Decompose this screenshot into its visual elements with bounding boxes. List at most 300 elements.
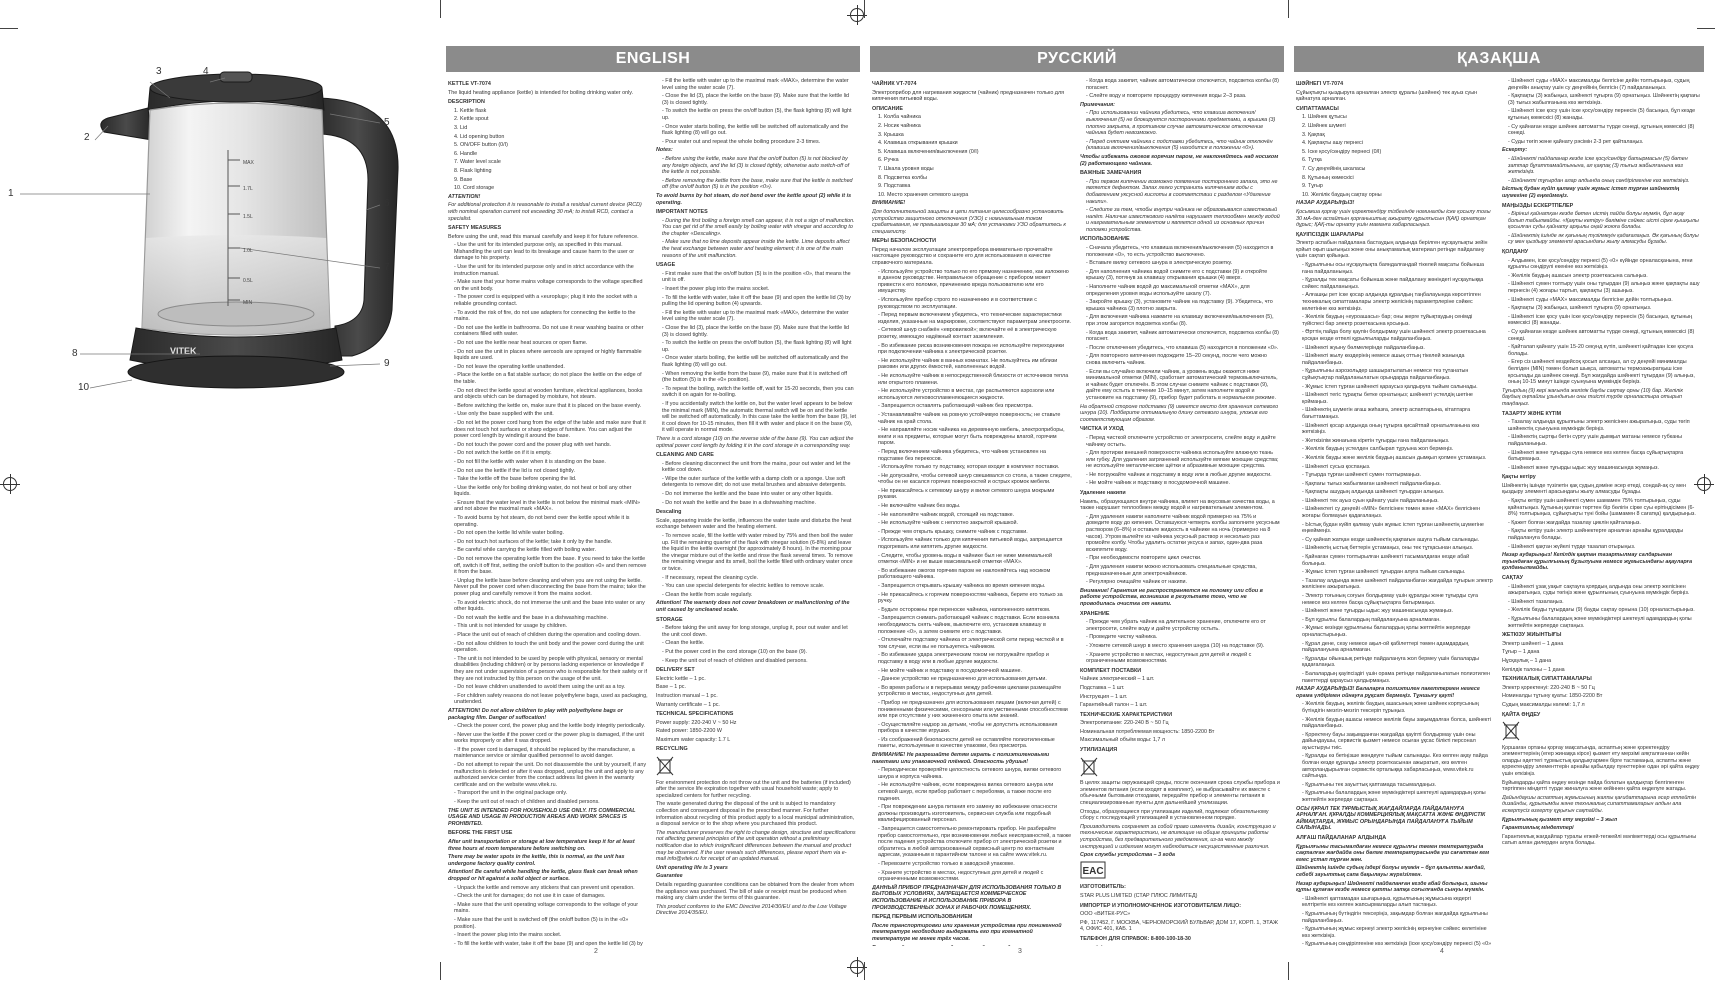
list-item: - Устанавливайте чайник на ровную устойчивую поверхность; не ставьте чайник на край стола.	[878, 411, 1061, 425]
list-item: - Do not attempt to repair the unit. Do not disassemble the unit by yourself, if any malfunction is detected or after it was dropped, unplug the unit and apply to any authorized service center from the contact address list given in the warranty certificate and on the website www.vitek.ru.	[454, 762, 647, 788]
list-item: - Не используйте чайник в непосредственной близости от источников тепла или открытого пламени.	[878, 372, 1069, 386]
russian-column-1	[872, 78, 1072, 946]
list-item: - Before removing the kettle from the base, make sure that the kettle is switched off (the on/off button (5) is in the position «0»).	[662, 177, 853, 191]
storage-heading: САҚТАУ	[1502, 575, 1523, 581]
manufacturer-note: Производитель сохраняет за собой право изменять дизайн, конструкцию и технические характеристики, не влияющие на общие принципы работы устройства, без предварительного уведомления, из-за чего между инструкцией и изделием могут наблюдаться несущественные различия.	[1080, 823, 1276, 850]
list-item: - Құрылғыны балалардың және мүмкіндіктері шектеулі адамдардың қолы жетпейтін жерлерде сақтаңыз.	[1508, 615, 1692, 629]
list-item: - Be careful while carrying the kettle filled with boiling water.	[454, 547, 597, 554]
callout-2: 2	[84, 132, 90, 143]
attention-steam: Чтобы избежать ожогов горячим паром, не наклоняйтесь над носиком (2) работающего чайника.	[1080, 153, 1279, 167]
list-item: - Шәйнектің ыстық беттерін ұстамаңыз, оны тек тұтқасынан алыңыз.	[1302, 545, 1474, 552]
list-item: - Храните устройство в местах, недоступных для детей и людей с ограниченными возможностями.	[1086, 651, 1252, 665]
list-item: - Слейте воду и повторите процедуру кипячения воды 2–3 раза.	[1086, 93, 1247, 100]
list-item: - Құралды тек мақсаты бойынша және пайдалану жөніндегі нұсқаулыққа сәйкес пайдаланыңыз.	[1302, 277, 1484, 290]
list-item: - Close the lid (3), place the kettle on the base (9). Make sure that the kettle lid (3) is closed tightly.	[662, 93, 849, 106]
list-item: - Шәйнекті жылу көздерінің немесе ашық оттың тікелей жанында пайдаланбаңыз.	[1302, 353, 1465, 366]
list-item: - Make sure that your home mains voltage corresponds to the voltage specified on the unit body.	[454, 279, 643, 292]
list-item: - Шәйнекті суды «MAX» максималды белгісіне дейін толтырыңыз.	[1508, 296, 1673, 303]
list-item: Максимальный объём воды: 1,7 л	[1080, 737, 1166, 744]
tech-list	[1502, 685, 1700, 709]
list-item: - Құрылғыны аэрозольдер шашыратылатын немесе тез тұтанатын сұйықтықтар пайдаланылатын орындарда пайдаланбаңыз.	[1302, 368, 1469, 381]
list-item: - Следите, чтобы уровень воды в чайнике был не ниже минимальной отметки «MIN» и не выше максимальной отметки «MAX».	[878, 552, 1052, 566]
list-item: - Clean the kettle from scale regularly.	[662, 591, 753, 598]
cord-storage-note: Тұғырдың (9) кері жағында желілік бауды сақтау орны (10) бар. Желілік баудың оңтайлы ұзындығын оны тиісті түрде орналастыра отырып таңдаңыз.	[1502, 387, 1683, 407]
operating-life: Срок службы устройства – 3 года	[1080, 852, 1176, 859]
cleaning-list	[1080, 435, 1280, 487]
list-item: - Не прикасайтесь к сетевому шнуру и вилке сетевого шнура мокрыми руками.	[878, 487, 1055, 501]
attention-heading: ВНИМАНИЕ!	[872, 200, 906, 207]
list-item: 10. Cord storage	[454, 185, 495, 192]
list-item: - Суды төгіп және қайнату рәсімін 2-3 рет қайталаңыз.	[1508, 138, 1644, 145]
list-item: - Do not remove the operating kettle from the base. If you need to take the kettle off, switch it off first, setting the on/off button to the position «0» and then remove it from the base.	[454, 556, 647, 576]
usage-list	[656, 271, 856, 434]
list-item: 4. Клавиша открывания крышки	[878, 140, 958, 147]
before-use-note: Құрылғыны тасымалдаған немесе құрылғы төмен температурада сақталған жағдайда оны бөлме температурасында үш сағаттан кем емес ұстап тұрған жөн.	[1296, 843, 1490, 863]
callout-4: 4	[203, 66, 209, 77]
attention-text: Для дополнительной защиты в цепи питания целесообразно установить устройство защитного отключения (УЗО) с номинальным током срабатывания, не превышающим 30 мА; для установки УЗО обратитесь к специалисту.	[872, 208, 1066, 235]
list-item: - Do not direct the kettle spout at wooden furniture, electrical appliances, books and objects which can be damaged by moisture, hot steam.	[454, 387, 643, 401]
list-item: - If necessary, repeat the cleaning cycle.	[662, 574, 759, 581]
cleaning-list	[656, 461, 856, 507]
description-heading: DESCRIPTION	[448, 99, 485, 106]
list-item: - Периодически проверяйте целостность сетевого шнура, вилки сетевого шнура и корпуса чайника.	[878, 767, 1062, 780]
list-item: - Регулярно очищайте чайник от накипи.	[1086, 579, 1188, 586]
list-item: Судың максималды көлемі: 1,7 л	[1502, 701, 1585, 708]
list-item: - Құралды өз бетіңізше жөндеуге тыйым салынады. Кез келген ақау пайда болған кезде құралды электр розеткасынан ажыратып, кез келген авторландырылған сервистік орталыққа хабарласыңыз, www.vitek.ru сайтында.	[1302, 753, 1488, 780]
list-item: - Шәйнектің шүмегін ағаш жиһазға, электр аспаптарына, кітаптарға бағыттамаңыз.	[1302, 407, 1471, 420]
list-item: - Перед снятием чайника с подставки убедитесь, что чайник отключён (клавиша включения/выключения (5) находится в положении «0»).	[1086, 138, 1273, 152]
list-item: - Do not touch the power cord and the power plug with wet hands.	[454, 441, 612, 448]
list-item: Electric kettle – 1 pc.	[656, 675, 706, 682]
list-item: - Құрал дене, сезу немесе ақыл-ой қабілеттері төмен адамдардың пайдалануына арналмаған.	[1302, 640, 1469, 654]
important-heading: МАҢЫЗДЫ ЕСКЕРТПЕЛЕР	[1502, 202, 1574, 209]
delivery-heading: КОМПЛЕКТ ПОСТАВКИ	[1080, 667, 1142, 674]
list-item: - Pour water out and repeat the whole boiling procedure 2-3 times.	[662, 138, 821, 145]
phone-number: ТЕЛЕФОН ДЛЯ СПРАВОК: 8-800-100-18-30	[1080, 935, 1191, 942]
list-item: - For children safety reasons do not leave polyethylene bags, used as packaging, unattended.	[454, 692, 648, 706]
list-item: Rated power: 1850-2200 W	[656, 728, 722, 735]
page-number-kazakh: 4	[1440, 948, 1444, 955]
russian-column-2	[1080, 78, 1280, 946]
safety-intro: Before using the unit, read this manual carefully and keep it for future reference.	[448, 233, 639, 240]
list-item: - Прибор не предназначен для использования лицами (включая детей) с пониженными физическими, сенсорными или умственными способностями или при отсутствии у них жизненного опыта или знаний.	[878, 699, 1068, 720]
first-use-list	[656, 78, 856, 145]
household-notice: THE UNIT IS INTENDED FOR HOUSEHOLD USE ONLY. ITS COMMERCIAL USAGE AND USAGE IN PRODUCTION AREAS AND WORK SPACES IS PROHIBITED.	[448, 807, 636, 827]
descaling-list	[1080, 514, 1280, 586]
list-item: - Make sure that the unit is switched off (the on/off button (5) is in the «0» position).	[454, 916, 629, 930]
list-item: - Запрещается самостоятельно ремонтировать прибор. Не разбирайте прибор самостоятельно, при возникновении любых неисправностей, а также после падения устройства отключите прибор от электрической розетки и обратитесь в любой авторизованный сервисный центр по контактным адресам, указанным в гарантийном талоне и на сайте www.vitek.ru.	[878, 826, 1072, 859]
list-item: - Если вы случайно включили чайник, а уровень воды окажется ниже минимальной отметки (MIN), сработает автоматический термовыключатель, и чайник будет отключён. В этом случае снимите чайник с подставки (9), дайте ему остыть в течение 10–15 минут, затем наполните водой и установите на подставку (9), прибор будет работать в нормальном режиме.	[1086, 368, 1278, 401]
list-item: - Перед первым включением убедитесь, что технические характеристики изделия, указанные на маркировке, соответствуют параметрам электросети.	[878, 312, 1072, 325]
crop-mark	[1288, 962, 1289, 980]
list-item: - To avoid the risk of fire, do not use adapters for connecting the kettle to the mains.	[454, 309, 636, 323]
usage-list	[1080, 245, 1280, 401]
list-item: - Прежде чем убрать чайник на длительное хранение, отключите его от электросети, слейте воду и дайте устройству остыть.	[1086, 619, 1266, 632]
tech-list	[1080, 720, 1280, 744]
list-item: - Су қайнаған кезде шәйнек автоматты түрде сөнеді, құтының көмескісі (8) сөнеді.	[1508, 123, 1695, 137]
list-item: - Проведите чистку чайника.	[1086, 634, 1158, 641]
list-item: - Қақпағы тығыз жабылмаған шәйнекті пайдаланбаңыз.	[1302, 480, 1441, 487]
list-item: - Clean the kettle.	[662, 640, 705, 647]
list-item: - Жұмыс кезінде құрылғыны балалардың қолы жетпейтін жерлерде орналастырыңыз.	[1302, 625, 1471, 638]
important-list	[1080, 179, 1280, 234]
list-item: - Когда вода закипит, чайник автоматически отключится, подсветка колбы (8) погаснет.	[1086, 329, 1279, 343]
list-item: - Before cleaning disconnect the unit from the mains, pour out water and let the kettle cool down.	[662, 460, 851, 474]
list-item: - Put the power cord in the cord storage (10) on the base (9).	[662, 648, 808, 655]
list-item: - Запрещается оставлять работающий чайник без присмотра.	[878, 403, 1033, 410]
list-item: - Для протирки внешней поверхности чайника используйте влажную ткань или губку. Для удаления загрязнений используйте мягкие моющие средства; не используйте металлические щётки и абразивные моющие средства.	[1086, 450, 1279, 470]
kettle-illustration	[0, 10, 445, 975]
usage-heading: ИСПОЛЬЗОВАНИЕ	[1080, 236, 1130, 243]
list-item: - Желілік баудың ашасы немесе желілік бауы зақымдалған болса, шәйнекті пайдаланбаңыз.	[1302, 716, 1492, 730]
description-list	[872, 114, 1072, 198]
list-item: - Шәйнектің ішінде әк қағының түзілмеуін қадағалаңыз. Әк қағының болуы су мен қыздыру элементі арасындағы жылу алмасуды бұзады.	[1508, 232, 1699, 246]
list-item: - Fill the kettle with water up to the maximal mark «MAX», determine the water level using the water scale (7).	[662, 78, 849, 91]
scale-mark-label: 1.7L	[243, 186, 253, 192]
list-item: - Қақпақты ашудың алдында шәйнекті тұғырдан алыңыз.	[1302, 489, 1445, 496]
list-item: - Бұл құрылғы балалардың пайдалануына арналмаған.	[1302, 616, 1441, 623]
list-item: - Keep the unit out of reach of children and disabled persons.	[662, 657, 808, 664]
list-item: - Шәйнекті іске қосу үшін іске қосу/сөндіру пернесін (5) басыңыз, бұл кезде құтының көмескісі (8) жанады.	[1508, 108, 1696, 121]
list-item: - Сначала убедитесь, что клавиша включения/выключения (5) находится в положении «0», то есть устройство выключено.	[1086, 245, 1274, 258]
list-item: - Желілік бауды тұғырдағы (9) бауды сақтау орнына (10) орналастырыңыз.	[1508, 607, 1695, 614]
list-item: 1. Kettle flask	[454, 107, 487, 114]
list-item: - Do not use the unit in places where aerosols are sprayed or highly flammable liquids are used.	[454, 348, 642, 362]
delivery-list	[1080, 676, 1280, 708]
attention-children: ВНИМАНИЕ! Не разрешайте детям играть с полиэтиленовыми пакетами или упаковочной плёнкой. Опасность удушья!	[872, 752, 1050, 765]
list-item: - The unit is not intended to be used by people with physical, sensory or mental disabilities (including children) or by persons lacking experience or knowledge if they are not under supervision of a person who is responsible for their safety or if they are not instructed by this person on the usage of the unit.	[454, 655, 647, 682]
list-item: Гарантийный талон – 1 шт.	[1080, 702, 1148, 709]
intro-text: The liquid heating appliance (kettle) is intended for boiling drinking water only.	[448, 89, 634, 96]
recycling-text-2: The waste generated during the disposal of the unit is subject to mandatory collection and consequent disposal in the prescribed manner. For further information about recycling of this product apply to a local municipal administration, a disposal service or to the shop where you purchased this product.	[656, 801, 855, 828]
list-item: - При использовании чайника убедитесь, что клавиша включения/выключения (5) не блокируется посторонними предметами, а крышка (3) плотно закрыта, в противном случае автоматическое отключение чайника будет невозможно.	[1086, 110, 1276, 137]
list-item: - Do not open the kettle lid while water boiling.	[454, 530, 564, 537]
list-item: - При повреждении шнура питания его замену во избежание опасности должны производить изготовитель, сервисная служба или подобный квалифицированный персонал.	[878, 804, 1058, 824]
list-item: - Check the unit for damages; do not use it in case of damages.	[454, 893, 606, 900]
list-item: - Егер сіз шәйнекті кездейсоқ қосып алсаңыз, ал су деңгейі минималды белгіден (MIN) төмен болып шықса, автоматты термоажыратқыш іске қосылады да шәйнек сөнеді. Бұл жағдайда шәйнекті тұғырдан (9) алыңыз, оның 10-15 минут ішінде суынуына мүмкіндік беріңіз.	[1508, 359, 1695, 386]
list-item: - Не мойте чайник и подставку в посудомоечной машине.	[1086, 480, 1230, 487]
list-item: - Қайнаған сумен толтырылған шәйнекті тасымалдаған кезде абай болыңыз.	[1302, 554, 1470, 567]
list-item: - Шәйнекті қаптамадан шығарыңыз, құрылғының жұмысына кедергі келтіретін кез келген жапсырмаларды алып тастаңыз.	[1302, 895, 1471, 909]
list-item: - Ыстық будан күйіп қалмау үшін жұмыс істеп тұрған шәйнектің шүмегіне еңкеймеңіз.	[1302, 521, 1484, 535]
product-illustration-page	[0, 10, 445, 975]
descaling-text: Scale, appearing inside the kettle, influences the water taste and disturbs the heat exchange between water and the heating element.	[656, 517, 852, 531]
list-item: 2. Kettle spout	[454, 116, 489, 123]
list-item: - Используйте устройство только по его прямому назначению, как изложено в данном руководстве. Неправильное обращение с прибором может привести к его поломке, причинению вреда пользователю или его имуществу.	[878, 268, 1069, 295]
guarantee-heading: Гарантиялық міндеттері	[1502, 825, 1574, 832]
list-item: - Для наполнения чайника водой снимите его с подставки (9) и откройте крышку (3), потянув за клавишу открывания крышки (4) вверх.	[1086, 268, 1268, 282]
intro-text: Сұйықтықты қыздыруға арналған электр құралы (шәйнек) тек ауыз суын қайнатуға арналған.	[1296, 89, 1478, 103]
safety-heading: SAFETY MEASURES	[448, 225, 502, 232]
cord-storage-note: There is a cord storage (10) on the reverse side of the base (9). You can adjust the optimal power cord length by folding it in the cord storage in a corresponding way.	[656, 435, 854, 449]
list-item: - Құрылғыны тек зауыттық қаптамада тасымалдаңыз.	[1302, 781, 1437, 788]
list-item: - Во избежание ожогов горячим паром не наклоняйтесь над носиком работающего чайника.	[878, 567, 1051, 581]
list-item: Номиналды тұтыну қуаты: 1850-2200 Вт	[1502, 693, 1603, 700]
callout-7: 7	[384, 262, 390, 273]
list-item: 10. Место хранения сетевого шнура	[878, 191, 969, 198]
notes-list	[1080, 110, 1280, 152]
list-item: 9. Base	[454, 176, 473, 183]
list-item: - Unplug the kettle base before cleaning and when you are not using the kettle. Never pull the power cord when disconnecting the base from the mains; take the power plug and carefully remove it from the mains socket.	[454, 577, 646, 597]
list-item: - Do not immerse the kettle and the base into water or any other liquids.	[662, 491, 833, 498]
list-item: - Запрещается открывать крышку чайника во время кипения воды.	[878, 583, 1046, 589]
list-item: - Do not allow children to touch the unit body and the power cord during the unit operation.	[454, 640, 644, 654]
attention-text: Қосымша қорғау үшін қоректендіру тізбегінде номиналды іске қосылу тогы 30 мА-ден аспайтын қорғаныштық ажырату құрылғысын (ҚАҚ) орнатқан дұрыс; ҚАҚ-ты орнату үшін маманға хабарласыңыз.	[1296, 208, 1491, 229]
safety-list	[448, 242, 648, 706]
list-item: Номинальная потребляемая мощность: 1850-2200 Вт	[1080, 728, 1215, 735]
list-item: - Перед включением чайника убедитесь, что чайник установлен на подставке без перекосов.	[878, 448, 1046, 462]
list-item: - Уложите сетевой шнур в место хранения шнура (10) на подставке (9).	[1086, 642, 1265, 649]
list-item: Электр шәйнегі – 1 дана	[1502, 640, 1564, 647]
list-item: - Құралды ойыншық ретінде пайдалануға жол бермеу үшін балаларды қадағалаңыз.	[1302, 655, 1479, 669]
notes-list	[656, 156, 856, 191]
attention-steam: To avoid burns by hot steam, do not bend over the kettle spout (2) while it is operating.	[656, 192, 852, 206]
importer-heading: ИМПОРТЕР И УПОЛНОМОЧЕННОЕ ИЗГОТОВИТЕЛЕМ ЛИЦО:	[1080, 902, 1241, 909]
list-item: 2. Носик чайника	[878, 122, 921, 129]
list-item: - Не направляйте носик чайника на деревянную мебель, электроприборы, книги и на предметы, которые могут быть повреждены влагой, горячим паром.	[878, 427, 1065, 447]
before-use-note-2: Шәйнектің ішінде судың іздері болуы мүмкін – бұл қалыпты жағдай, себебі зауыттық сапа бақылауы жүргізілген.	[1296, 865, 1486, 878]
recycling-heading: ҚАЙТА ӨҢДЕУ	[1502, 711, 1541, 718]
list-item: - Желілік бауды және желілік баудың ашасын дымқыл қолмен ұстамаңыз.	[1302, 454, 1487, 461]
manufacturer-note: The manufacturer preserves the right to change design, structure and specifications not affecting general principles of the unit operation without a preliminary notification due to which insignificant differences between the manual and product may be observed. If the user reveals such differences, please report them via e-mail info@vitek.ru for receipt of an updated manual.	[656, 829, 856, 863]
safety-list	[872, 269, 1072, 750]
list-item: Инструкция – 1 шт.	[1080, 693, 1128, 700]
list-item: - Ensure that the water level in the kettle is not below the minimal mark «MIN» and not above the maximal mark «MAX».	[454, 499, 641, 513]
svg-text:EAC: EAC	[1082, 865, 1104, 877]
list-item: - Не используйте чайник в ванных комнатах. Не пользуйтесь им вблизи раковин или других ёмкостей, наполненных водой.	[878, 357, 1058, 371]
storage-heading: STORAGE	[656, 616, 683, 623]
household-notice: ДАННЫЙ ПРИБОР ПРЕДНАЗНАЧЕН ДЛЯ ИСПОЛЬЗОВАНИЯ ТОЛЬКО В БЫТОВЫХ УСЛОВИЯХ, ЗАПРЕЩАЕТСЯ КОММЕРЧЕСКОЕ ИСПОЛЬЗОВАНИЕ И ИСПОЛЬЗОВАНИЕ ПРИБОРА В ПРОИЗВОДСТВЕННЫХ ЗОНАХ И РАБОЧИХ ПОМЕЩЕНИЯХ.	[872, 884, 1062, 911]
before-use-heading: АЛҒАШ ПАЙДАЛАНАР АЛДЫНДА	[1296, 835, 1387, 841]
list-item: - Балалардың қауіпсіздігі үшін орама ретінде пайдаланылатын полиэтилен пакеттерді қараусыз қалдырмаңыз.	[1302, 670, 1490, 684]
list-item: - Жұмыс істеп тұрған шәйнекті тұғырдан алуға тыйым салынады.	[1302, 569, 1466, 576]
attention-text: For additional protection it is reasonable to install a residual current device (RCD) with nominal operation current not exceeding 30 mA; to install RCD, contact a specialist.	[448, 202, 642, 222]
list-item: - To switch the kettle on press the on/off button (5), the flask lighting (8) will light up.	[662, 108, 852, 121]
list-item: - To repeat the boiling, switch the kettle off, wait for 15-20 seconds, then you can switch it on again for re-boiling.	[662, 385, 854, 399]
recycling-text: For environment protection do not throw out the unit and the batteries (if included) after the service life expiration together with usual household waste; apply to specialized centers for further recycling.	[656, 779, 851, 799]
list-item: - Do not use the kettle near heat sources or open flame.	[454, 340, 588, 346]
descaling-heading: Қақты кетіру	[1502, 474, 1536, 481]
list-item: - Не используйте чайник, если повреждена вилка сетевого шнура или сетевой шнур, если прибор работает с перебоями, а также после его падения.	[878, 782, 1054, 802]
list-item: Подставка – 1 шт.	[1080, 684, 1125, 691]
list-item: - Insert the power plug into the mains socket.	[454, 932, 562, 939]
before-use-note-2: There may be water spots in the kettle, this is normal, as the unit has undergone factory quality control.	[448, 854, 625, 867]
safety-list	[1296, 262, 1494, 684]
list-item: - Тазалау алдында және шәйнекті пайдаланбаған жағдайда тұғырын электр желісінен ажыратыңыз.	[1302, 577, 1493, 591]
before-use-note-2	[872, 945, 1072, 947]
page-number-russian: 3	[1018, 948, 1022, 955]
list-item: - Шәйнекті іске қосу үшін іске қосу/сөндіру пернесін (5) басыңыз, құтының көмескісі (8) жанады.	[1508, 313, 1693, 327]
list-item: - Шәйнекті және тұғырды ыдыс жуу машинасында жумаңыз.	[1508, 464, 1659, 471]
descaling-attention: Внимание! Гарантия не распространяется на поломку или сбои в работе устройства, возникшие в результате того, что не проводилась очистка от накипи.	[1080, 587, 1263, 607]
list-item: 4. Lid opening button	[454, 133, 505, 140]
list-item: - Шәйнекті сумен толтыру үшін оны тұғырдан (9) алыңыз және қақпақты ашу пернесін (4) жоғары тартып, қақпақты (3) ашыңыз.	[1508, 281, 1700, 295]
before-use-note: After unit transportation or storage at low temperature keep it for at least three hours at room temperature before switching on.	[448, 839, 635, 852]
list-item: - Өрттің пайда болу қаупін болдырмау үшін шәйнекті электр розеткасына қосқан кезде өтпелі құрылғыларды пайдаланбаңыз.	[1302, 329, 1486, 342]
list-item: - Используйте прибор строго по назначению и в соответствии с руководством по эксплуатации.	[878, 297, 1037, 310]
list-item: - Из соображений безопасности детей не оставляйте полиэтиленовые пакеты, используемые в качестве упаковки, без присмотра.	[878, 736, 1055, 750]
descaling-heading: Descaling	[656, 509, 682, 516]
list-item: - Данное устройство не предназначено для использования детьми.	[878, 676, 1047, 683]
attention-children: НАЗАР АУДАРЫҢЫЗ! Балаларға полиэтилен пакеттермен немесе орама үлдірімен ойнауға рұқсат бермеңіз. Тұншығу қаупі!	[1296, 686, 1480, 699]
list-item: - Шәйнекті және тұғырды ыдыс жуу машинасында жумаңыз.	[1302, 608, 1453, 615]
registration-mark-center	[850, 8, 864, 22]
section-header-kazakh: ҚАЗАҚША	[1294, 46, 1704, 72]
list-item: Warranty certificate – 1 pc.	[656, 701, 720, 708]
list-item: - После отключения убедитесь, что клавиша (5) находится в положении «0».	[1086, 344, 1279, 351]
list-item: - Insert the power plug into the mains socket.	[662, 286, 770, 293]
list-item: - Шәйнекті ұзақ уақыт сақтауға қоярдың алдында оны электр желісінен ажыратыңыз, суды төгіңіз және құрылғының суынуына мүмкіндік беріңіз.	[1508, 583, 1690, 597]
crop-mark	[864, 962, 865, 980]
list-item: - Place the kettle on a flat stable surface; do not place the kettle on the edge of the table.	[454, 372, 642, 385]
crop-mark	[864, 0, 865, 18]
attention-heading: ATTENTION!	[448, 193, 481, 200]
list-item: - Do not use the kettle if the lid is not closed tightly.	[454, 467, 575, 474]
list-item: - Не допускайте, чтобы сетевой шнур свешивался со стола, а также следите, чтобы он не касался горячих поверхностей и острых кромок мебели.	[878, 472, 1072, 486]
first-use-list	[1502, 78, 1700, 145]
product-title: ЧАЙНИК VT-7074	[872, 81, 917, 87]
safety-intro: Электр аспабын пайдалана бастаудың алдында берілген нұсқаулықты зейін қойып оқып шығыңыз және оны анықтамалық материал ретінде пайдалану үшін сақтап қойыңыз.	[1296, 240, 1488, 260]
list-item: - Use the unit for its intended purpose only and in strict accordance with the instruction manual.	[454, 264, 634, 277]
guarantee-heading: Guarantee	[656, 873, 683, 880]
list-item: - Қақты кетіру үшін электр шәйнектерге арналған арнайы құралдарды пайдалануға болады.	[1508, 528, 1684, 542]
safety-heading: МЕРЫ БЕЗОПАСНОСТИ	[872, 238, 936, 245]
storage-list	[1502, 584, 1700, 630]
list-item: - Құрылғының сөндірілгеніне көз жеткізіңіз (іске қосу/сөндіру пернесі (5) «0»	[1302, 941, 1492, 946]
list-item: - Не используйте чайник с неплотно закрытой крышкой.	[878, 520, 1019, 527]
recycling-heading: УТИЛИЗАЦИЯ	[1080, 747, 1118, 754]
cleaning-heading: CLEANING AND CARE	[656, 452, 714, 459]
list-item: - To fill the kettle with water, take it off the base (9) and open the kettle lid (3) by pulling the lid opening button (4) upwards.	[662, 294, 851, 308]
list-item: - Before taking the unit away for long storage, unplug it, pour out water and let the unit cool down.	[662, 625, 848, 638]
list-item: 7. Water level scale	[454, 159, 501, 166]
notes-heading: Примечания:	[1080, 101, 1115, 108]
delivery-heading: ЖЕТКІЗУ ЖИЫНТЫҒЫ	[1502, 632, 1562, 639]
operating-life: Unit operating life is 3 years	[656, 864, 728, 871]
list-item: 7. Су деңгейінің шкаласы	[1302, 165, 1366, 172]
before-use-attention: Attention! Be careful while handling the kettle, glass flask can break when dropped or hit against a solid object or surface.	[448, 869, 638, 882]
list-item: - Do not switch the kettle on if it is empty.	[454, 450, 552, 457]
operating-life: Құрылғының қызмет ету мерзімі – 3 жыл	[1502, 816, 1618, 823]
callout-8: 8	[72, 348, 78, 359]
scale-mark-label: MAX	[243, 160, 254, 166]
list-item: - If you accidentally switch the kettle on, but the water level appears to be below the minimal mark (MIN), the automatic thermal switch will be on and the kettle will be switched off automatically. In this case take the kettle from the base (9), let it cool down for 10-15 minutes, then fill it with water and place it on the base (9), it will operate in normal mode.	[662, 400, 856, 434]
list-item: - Не прикасайтесь к горячим поверхностям чайника, берите его только за ручку.	[878, 591, 1063, 605]
importer-address: РФ, 117452, Г. МОСКВА, ЧЕРНОМОРСКИЙ БУЛЬВАР, ДОМ 17, КОРП. 1, ЭТАЖ 4, ОФИС 401, КАБ. 1	[1080, 919, 1278, 933]
tech-list	[656, 720, 856, 744]
list-item: - Жеткізілім жинағына кіретін тұғырды ғана пайдаланыңыз.	[1302, 437, 1450, 444]
crop-mark	[1697, 28, 1715, 29]
recycling-text-2: Бұйымдарды қайта өңдеу кезінде пайда болатын қалдықтар белгіленген тәртіппен міндетті түрде жиналуға және кейіннен қайта өңделуге жатады.	[1502, 779, 1687, 793]
safety-heading: ҚАУІПСІЗДІК ШАРАЛАРЫ	[1296, 231, 1364, 238]
list-item: - Для включения чайника нажмите на клавишу включения/выключения (5), при этом загорится подсветка колбы (8).	[1086, 314, 1274, 327]
list-item: - Once water starts boiling, the kettle will be switched off automatically and the flask lighting (8) will go out.	[662, 355, 849, 368]
list-item: - Шәйнекті қақтан жүйелі түрде тазалап отырыңыз.	[1508, 543, 1636, 550]
list-item: - Не погружайте чайник и подставку в воду или в любые другие жидкости.	[1086, 471, 1272, 478]
list-item: - Су қайнаған кезде шәйнек автоматты түрде сөнеді, құтының көмескісі (8) сөнеді.	[1508, 329, 1695, 342]
descaling-attention: Attention! The warranty does not cover breakdown or malfunctioning of the unit caused by uncleaned scale.	[656, 600, 850, 613]
list-item: - Храните устройство в местах, недоступных для детей и людей с ограниченными возможностями.	[878, 869, 1044, 883]
list-item: - Қақты кетіру үшін шәйнекті сумен шамамен 75% толтырыңыз, суды қайнатыңыз. Құтының қалған төрттен бір бөлігін сірке суы ерітіндісімен (6-8%) толтырыңыз, сұйықтықты түні бойы (шамамен 8 сағатқа) қалдырыңыз.	[1508, 498, 1696, 518]
list-item: - Шәйнекті тек ауыз суын қайнату үшін пайдаланыңыз.	[1302, 497, 1439, 504]
first-use-list	[1080, 78, 1280, 100]
list-item: - Не наполняйте чайник водой, стоящий на подставке.	[878, 511, 1015, 518]
list-item: 6. Тұтқа	[1302, 157, 1322, 164]
list-item: - To avoid electric shock, do not immerse the unit and the base into water or any other liquids.	[454, 599, 645, 613]
list-item: - Қоректену бауы зақымданған жағдайда қауіпті болдырмау үшін оны дайындаушы, сервистік қызмет немесе осыған ұқсас білікті персонал ауыстыруы тиіс.	[1302, 731, 1476, 751]
list-item: - To remove scale, fill the kettle with water mixed by 75% and then boil the water up. Fill the remaining quarter of the flask with vinegar solution (6-8%) and leave the liquid in the kettle overnight (for approximately 8 hours). In the morning pour the vinegar mixture out of the kettle and rinse the flask several times. To remove the remaining vinegar and its smell, boil the kettle filled with ordinary water once or twice.	[662, 533, 854, 572]
list-item: - Шәйнектегі су деңгейі «MIN» белгісінен төмен және «MAX» белгісінен жоғары болмауын қадағалаңыз.	[1302, 506, 1481, 520]
list-item: 5. Клавиша включения/выключения (0/I)	[878, 148, 979, 155]
list-item: - Отключайте подставку чайника от электрической сети перед чисткой и в том случае, если вы не пользуетесь чайником.	[878, 637, 1064, 650]
delivery-list	[1502, 641, 1700, 673]
list-item: 7. Шкала уровня воды	[878, 165, 934, 172]
cleaning-heading: ТАЗАРТУ ЖӘНЕ КҮТІМ	[1502, 410, 1562, 417]
important-list	[1502, 211, 1700, 246]
list-item: - Қақпақты (3) жабыңыз, шәйнекті тұғырға (9) орнатыңыз. Шәйнектің қақпағы (3) тығыз жабылғанына көз жеткізіңіз.	[1508, 93, 1700, 106]
list-item: - Unpack the kettle and remove any stickers that can prevent unit operation.	[454, 884, 635, 891]
crossed-bin-icon	[1080, 756, 1098, 778]
notes-heading: Ескерту:	[1502, 147, 1528, 154]
spout	[101, 108, 152, 140]
list-item: - Fill the kettle with water up to the maximal mark «MAX», determine the water level using the water scale (7).	[662, 309, 849, 323]
list-item: - Do not fill the kettle with water when it is standing on the base.	[454, 458, 606, 465]
list-item: - Keep the unit out of reach of children and disabled persons.	[454, 799, 600, 806]
recycling-heading: RECYCLING	[656, 746, 688, 753]
list-item: - The power cord is equipped with a «europlug»; plug it into the socket with a reliable grounding contact.	[454, 294, 637, 308]
list-item: - Check the power cord, the power plug and the kettle body integrity periodically.	[454, 723, 646, 730]
list-item: - Шәйнекті тегіс тұрақты бетке орнатыңыз; шәйнекті үстелдің шетіне қоймаңыз.	[1302, 392, 1473, 405]
list-item: - Қайталап қайнату үшін 15-20 секунд күтіп, шәйнекті қайтадан іске қосуға болады.	[1508, 344, 1694, 357]
list-item: - Once water starts boiling, the kettle will be switched off automatically and the flask lighting (8) will go out.	[662, 123, 849, 137]
list-item: - Use the unit for its intended purpose only, as specified in this manual. Mishandling the unit can lead to its breakage and cause harm to the user or damage to his property.	[454, 242, 635, 262]
list-item: - Следите за тем, чтобы внутри чайника не образовывался известковый налёт. Наличие известкового налёта нарушает теплообмен между водой и нагревательным элементом и является одной из основных причин поломки устройства.	[1086, 207, 1280, 233]
list-item: Maximum water capacity: 1.7 L	[656, 736, 731, 743]
description-list	[1296, 114, 1494, 198]
descaling-list	[1502, 498, 1700, 550]
usage-list	[1502, 258, 1700, 386]
list-item: - Do not wash the kettle and the base in a dishwashing machine.	[454, 614, 609, 621]
safety-list-2	[448, 723, 648, 806]
list-item: 9. Подставка	[878, 183, 911, 190]
list-item: - To avoid burns by hot steam, do not bend over the kettle spout while it is operating.	[454, 515, 630, 528]
list-item: 8. Flask lighting	[454, 167, 492, 174]
eac-mark-icon	[1080, 861, 1106, 879]
list-item: - Для повторного кипячения подождите 15–20 секунд, после чего можно снова включить чайник.	[1086, 353, 1267, 366]
list-item: Instruction manual – 1 pc.	[656, 692, 718, 699]
list-item: - Желілік баудың үстелден салбырап тұруына жол бермеңіз.	[1302, 446, 1454, 453]
list-item: - Шәйнекті тұғырдан алар алдында оның сөндірілгеніне көз жеткізіңіз.	[1508, 177, 1690, 184]
callout-6: 6	[384, 198, 390, 209]
list-item: - Before using the kettle, make sure that the on/off button (5) is not blocked by any foreign objects, and the lid (3) is closed tightly, otherwise auto switch-off of the kettle is not possible.	[662, 155, 850, 176]
list-item: - If the power cord is damaged, it should be replaced by the manufacturer, a maintenance service or similar qualified personnel to avoid danger.	[454, 746, 635, 760]
cord-storage-note: На обратной стороне подставки (9) имеется место для хранения сетевого шнура (10). Подберите оптимальную длину сетевого шнура, уложив его соответствующим образом.	[1080, 403, 1279, 423]
list-item: - Do not touch hot surfaces of the kettle; take it only by the handle.	[454, 538, 613, 545]
important-heading: ВАЖНЫЕ ЗАМЕЧАНИЯ	[1080, 170, 1142, 177]
list-item: 9. Тұғыр	[1302, 183, 1323, 190]
safety-list-2	[1296, 701, 1494, 803]
tech-heading: ТЕХНИЧЕСКИЕ ХАРАКТЕРИСТИКИ	[1080, 711, 1173, 718]
list-item: Тұғыр – 1 дана	[1502, 649, 1540, 656]
cleaning-list	[1502, 419, 1700, 471]
intro-text: Электроприбор для нагревания жидкости (чайник) предназначен только для кипячения питьевой воды.	[872, 89, 1065, 103]
registration-mark-center-bottom	[850, 960, 864, 974]
usage-heading: ҚОЛДАНУ	[1502, 249, 1529, 256]
attention-steam: Ыстық будан күйіп қалмау үшін жұмыс істеп тұрған шәйнектің шүмегіне (2) еңкеймеңіз.	[1502, 186, 1680, 199]
list-item: Base – 1 pc.	[656, 684, 686, 691]
scale-mark-label: MIN	[243, 300, 253, 306]
brand-logo: VITEK	[170, 346, 197, 356]
